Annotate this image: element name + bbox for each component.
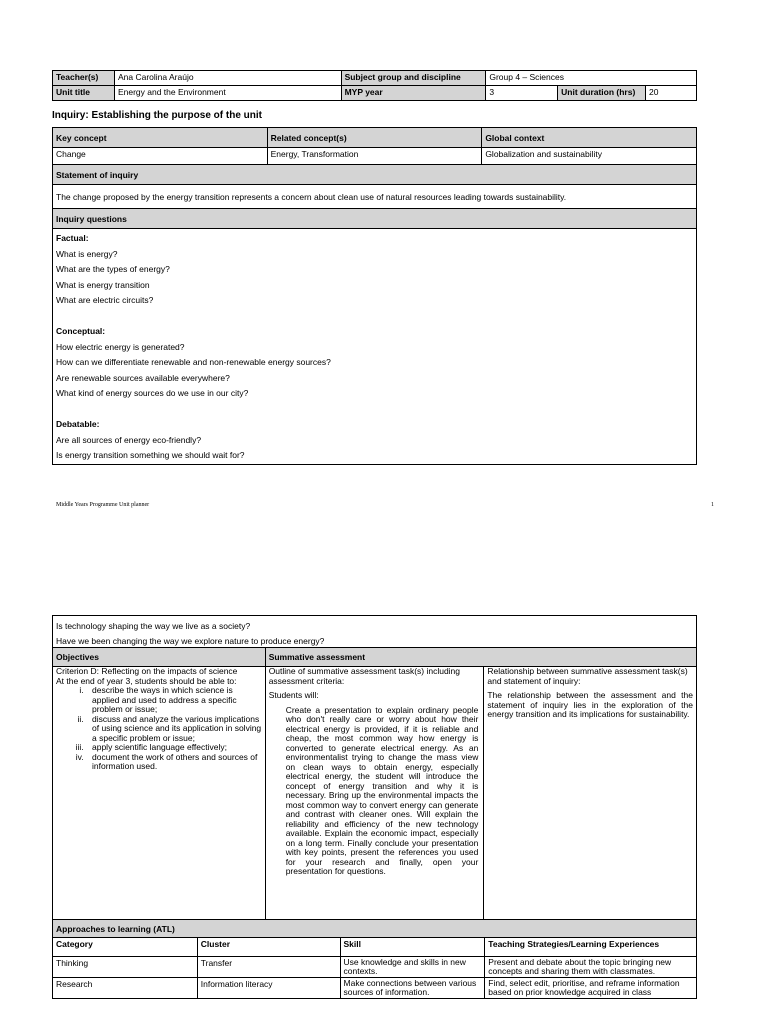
objectives-table [52,647,697,920]
criterion-intro: At the end of year 3, students should be able to: [56,675,237,686]
teacher-label: Teacher(s) [53,71,115,86]
debatable-label: Debatable: [56,419,100,429]
footer-title: Middle Years Programme Unit planner [56,502,150,508]
atl-label: Approaches to learning (ATL) [53,920,697,938]
inquiry-heading: Inquiry: Establishing the purpose of the unit [52,110,262,121]
conceptual-question: Are renewable sources available everywhere? [56,372,230,383]
table-row [53,978,697,999]
key-concept-label: Key concept [53,128,268,148]
criterion-item: ii. discuss and analyze the various implications of using science and its application in solving a specific problem or issue; [86,715,262,744]
atl-category: Thinking [53,957,198,978]
conceptual-question: How can we differentiate renewable and non-renewable energy sources? [56,357,331,367]
conceptual-label: Conceptual: [56,326,106,336]
planner-table-continued [52,615,697,651]
students-will: Students will: [268,690,319,700]
subject-value: Group 4 – Sciences [486,71,697,86]
objectives-label: Objectives [53,648,266,667]
criterion-title: Criterion D: Reflecting on the impacts of science [56,666,238,676]
questions-label: Inquiry questions [53,209,697,229]
atl-cluster: Transfer [197,957,340,978]
atl-strategy: Find, select edit, prioritise, and reframe information based on prior knowledge acquired in class [485,978,697,999]
statement-label: Statement of inquiry [53,165,697,185]
atl-cluster: Information literacy [197,978,340,999]
subject-label: Subject group and discipline [341,71,486,86]
debatable-question: Is technology shaping the way we live as a society? [56,621,251,631]
unit-header-table [52,70,697,101]
relationship-content [484,667,697,920]
criterion-item: iii. apply scientific language effectively; [86,743,262,753]
criterion-item: i. describe the ways in which science is applied and used to address a specific problem or issue; [86,686,262,715]
inquiry-questions [53,229,697,465]
summative-label: Summative assessment [265,648,696,667]
atl-skill: Use knowledge and skills in new contexts. [340,957,485,978]
objectives-content [53,667,266,920]
unit-title-value: Energy and the Environment [114,86,341,101]
conceptual-question: How electric energy is generated? [56,341,185,352]
related-concepts-value: Energy, Transformation [267,148,482,165]
summative-content [265,667,484,920]
table-row [53,957,697,978]
atl-strategy: Present and debate about the topic bringing new concepts and sharing them with classmates. [485,957,697,978]
relationship-label: Relationship between summative assessment task(s) and statement of inquiry: [487,666,688,686]
global-context-label: Global context [482,128,697,148]
debatable-question: Is energy transition something we should wait for? [56,450,245,460]
duration-label: Unit duration (hrs) [558,86,646,101]
related-concepts-label: Related concept(s) [267,128,482,148]
atl-header-category: Category [53,938,198,957]
factual-question: What are electric circuits? [56,295,154,305]
criterion-list [56,686,262,772]
factual-question: What are the types of energy? [56,264,170,274]
key-concept-value: Change [53,148,268,165]
criterion-item: iv. document the work of others and sources of information used. [86,753,262,772]
task-text: Create a presentation to explain ordinary people who don't really care or worry about how their electrical energy is provided, if it is reliable and cheap, the most common way how energy is converted to generate electrical energy. As an environmentalist trying to change the mass view on clean ways to obtain energy, especially electrical energy, the student will introduce the concept of energy transition and why it is necessary. Bring up the environmental impacts the most common way to convert energy can generate and contrast with cleaner ones. Will explain the reliability and efficiency of the new technology available. Explain the economic impact, especially on a long term. Finally conclude your presentation with key points, present the references you used for your research and finally, open your presentation for questions. [285,704,479,876]
outline-label: Outline of summative assessment task(s) including assessment criteria: [268,666,461,686]
myp-year-value: 3 [486,86,558,101]
atl-header-skill: Skill [340,938,485,957]
footer-page-number: 1 [711,502,714,508]
atl-skill: Make connections between various sources of information. [340,978,485,999]
atl-category: Research [53,978,198,999]
relationship-text: The relationship between the assessment and the statement of inquiry lies in the exploration of the energy transition and its implications for sustainability. [487,690,693,719]
factual-label: Factual: [56,233,89,243]
debatable-question: Have we been changing the way we explore nature to produce energy? [56,636,325,646]
duration-value: 20 [646,86,697,101]
inquiry-table [52,127,697,465]
conceptual-question: What kind of energy sources do we use in our city? [56,388,249,398]
factual-question: What is energy? [56,248,118,259]
atl-header-strategies: Teaching Strategies/Learning Experiences [485,938,697,957]
teacher-value: Ana Carolina Araújo [114,71,341,86]
atl-table [52,919,697,999]
debatable-question: Are all sources of energy eco-friendly? [56,434,202,445]
atl-header-cluster: Cluster [197,938,340,957]
myp-year-label: MYP year [341,86,486,101]
statement-value: The change proposed by the energy transition represents a concern about clean use of natural resources leading towards sustainability. [53,185,697,209]
factual-question: What is energy transition [56,279,150,290]
debatable-continued [53,616,697,651]
unit-title-label: Unit title [53,86,115,101]
global-context-value: Globalization and sustainability [482,148,697,165]
